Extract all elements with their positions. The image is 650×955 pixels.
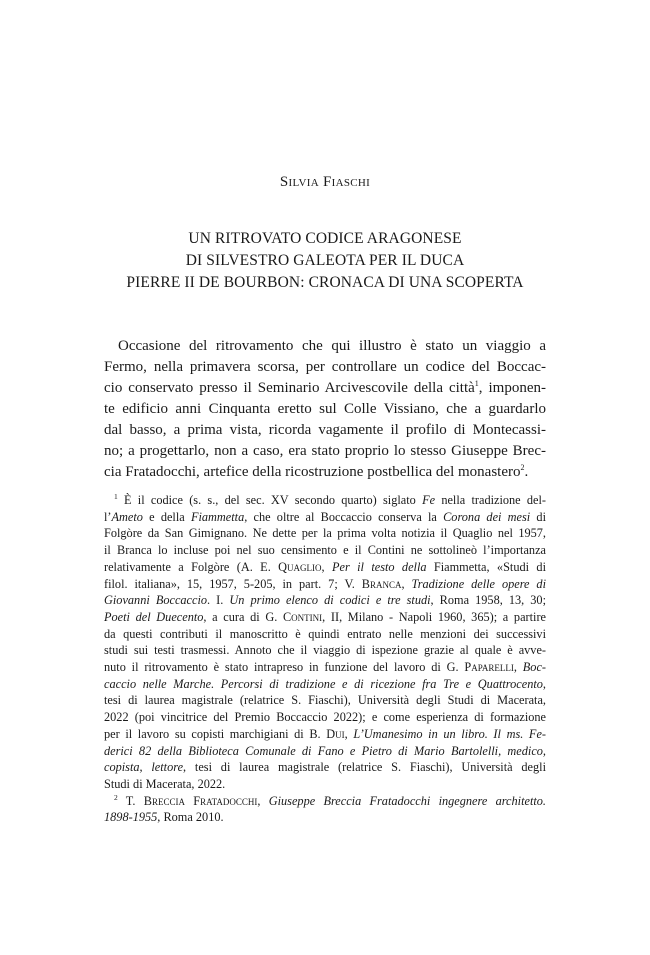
footnote-1-line: 2022 (poi vincitrice del Premio Boccaccio 2022); e come esperienza di formazione	[104, 710, 546, 725]
body-line: Fermo, nella primavera scorsa, per controllare un codice del Boccac-	[104, 359, 546, 375]
footnote-1-line: $^1$ È il codice (s. s., del sec. XV secondo quarto) siglato Fe nella tradizione del-	[114, 491, 547, 507]
footnotes	[104, 492, 546, 826]
author-name: Silvia Fiaschi	[279, 174, 371, 190]
footnote-1-line: Studi di Macerata, 2022.	[104, 776, 226, 791]
footnote-1-line: studi sui testi trasmessi. Annoto che il viaggio di ispezione grazie al quale è avve-	[104, 643, 546, 658]
footnote-2-line: 1898-1955, Roma 2010.	[104, 810, 224, 825]
footnote-1-line: copista, lettore, tesi di laurea magistrale (relatrice S. Fiaschi), Università degli	[104, 760, 546, 775]
footnote-1-line: Folgòre da San Gimignano. Ne dette per la prima volta notizia il Quaglio nel 1957,	[104, 526, 546, 541]
body-line: cio conservato presso il Seminario Arcivescovile della città$^1$, imponen-	[104, 379, 546, 396]
footnote-1-line: tesi di laurea magistrale (relatrice S. Fiaschi), Università degli Studi di Macerata,	[104, 693, 546, 708]
footnote-ref-2[interactable]: 2	[520, 463, 525, 472]
body-line: no; a progettarlo, non a caso, era stato proprio lo stesso Giuseppe Brec-	[104, 443, 546, 459]
title-line: PIERRE II DE BOURBON: CRONACA DI UNA SCOPERTA	[126, 274, 524, 291]
footnote-1-line: per il lavoro su copisti marchigiani di B. Dui, L’Umanesimo in un libro. Il ms. Fe-	[104, 726, 546, 741]
footnote-1-line: Giovanni Boccaccio. I. Un primo elenco di codici e tre studi, Roma 1958, 13, 30;	[104, 593, 546, 608]
footnote-1-line: derici 82 della Biblioteca Comunale di Fano e Pietro di Mario Bartolelli, medico,	[104, 743, 546, 758]
footnote-1-line: da questi contributi il manoscritto è quindi entrato nelle menzioni dei successivi	[104, 626, 546, 641]
article-title	[60, 228, 590, 294]
body-line: te edificio anni Cinquanta eretto sul Colle Vissiano, che a guardarlo	[104, 401, 546, 417]
title-line: DI SILVESTRO GALEOTA PER IL DUCA	[185, 252, 465, 269]
footnote-1-line: relativamente a Folgòre (A. E. Quaglio, Per il testo della Fiammetta, «Studi di	[104, 559, 546, 574]
body-line: cia Fratadocchi, artefice della ricostruzione postbellica del monastero$^2$.	[104, 463, 529, 480]
title-line: UN RITROVATO CODICE ARAGONESE	[188, 230, 462, 247]
body-line: dal basso, a prima vista, ricorda vagamente il profilo di Montecassi-	[104, 422, 546, 438]
body-paragraph	[104, 336, 546, 483]
footnote-1-line: il Branca lo incluse poi nel suo censimento e il Contini ne sottolineò l’importanza	[104, 543, 546, 558]
body-line: Occasione del ritrovamento che qui illustro è stato un viaggio a	[118, 338, 546, 354]
footnote-1-line: Poeti del Duecento, a cura di G. Contini, II, Milano - Napoli 1960, 365); a partire	[104, 609, 547, 624]
footnote-mark-1: 1	[114, 491, 118, 501]
footnote-ref-1[interactable]: 1	[474, 379, 479, 388]
footnote-1-line: filol. italiana», 15, 1957, 5-205, in part. 7; V. Branca, Tradizione delle opere di	[104, 576, 546, 591]
footnote-1-line: caccio nelle Marche. Percorsi di tradizione e di ricezione fra Tre e Quattrocento,	[104, 676, 546, 691]
footnote-1-line: l’Ameto e della Fiammetta, che oltre al Boccaccio conserva la Corona dei mesi di	[104, 509, 547, 524]
footnote-1-line: nuto il ritrovamento è stato intrapreso in funzione del lavoro di G. Paparelli, Boc-	[104, 660, 546, 675]
footnote-2-line: $^2$ T. Breccia Fratadocchi, Giuseppe Breccia Fratadocchi ingegnere architetto.	[114, 792, 546, 808]
footnote-mark-2: 2	[114, 792, 118, 802]
